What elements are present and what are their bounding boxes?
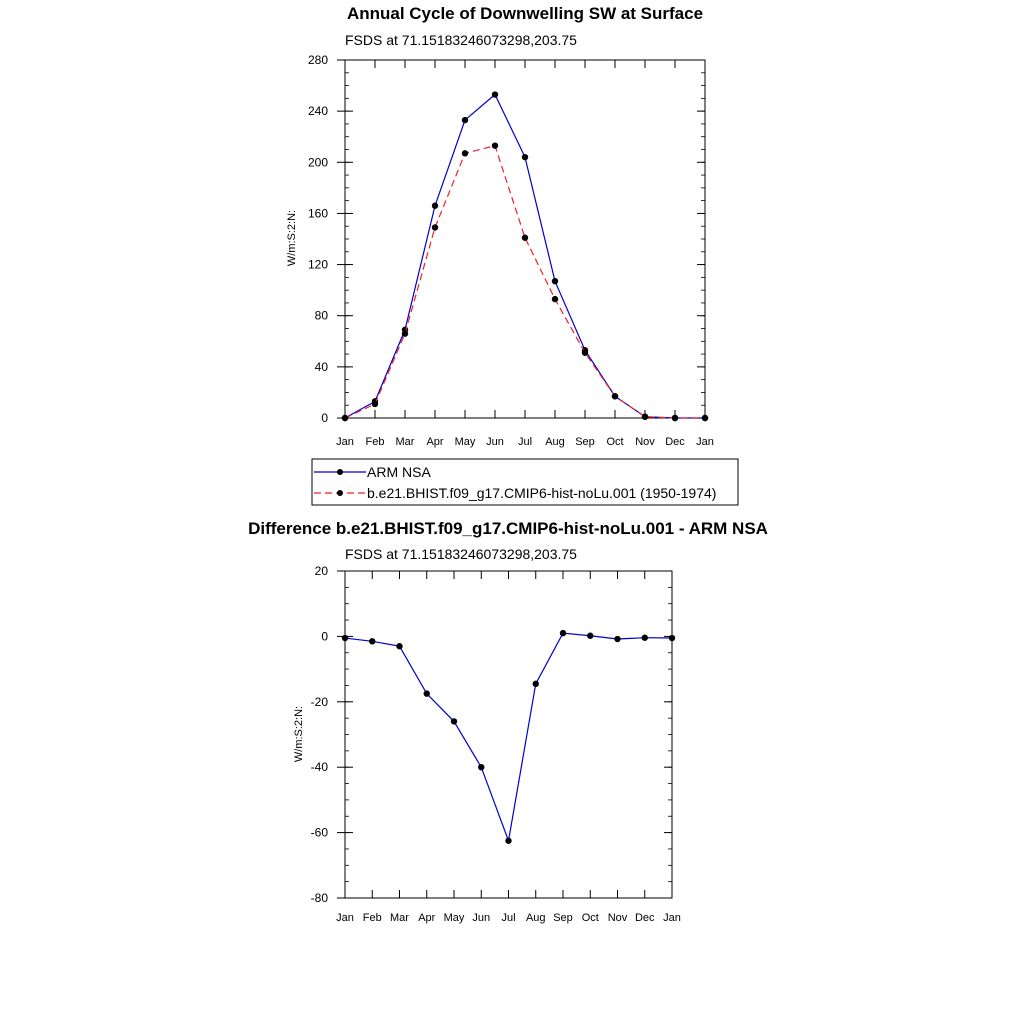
legend <box>312 459 738 505</box>
data-point <box>432 203 438 209</box>
data-point <box>505 838 511 844</box>
y-tick-label: 80 <box>314 308 328 323</box>
data-point <box>587 633 593 639</box>
x-tick-label: Jan <box>663 912 681 924</box>
series-line-0 <box>345 95 705 418</box>
x-tick-label: Jul <box>517 436 533 448</box>
x-tick-label: Nov <box>607 912 628 924</box>
y-tick-label: -20 <box>310 694 328 709</box>
x-tick-label: Oct <box>581 912 599 924</box>
x-tick-label: Dec <box>634 912 655 924</box>
chart-subtitle: FSDS at 71.15183246073298,203.75 <box>345 32 577 48</box>
y-tick-label: 0 <box>321 411 328 425</box>
x-tick-label: Jan <box>336 912 354 924</box>
legend-marker-model <box>337 490 343 496</box>
y-tick-label: -60 <box>310 825 328 840</box>
data-point <box>478 764 484 770</box>
data-point <box>669 635 675 641</box>
y-tick-label: 200 <box>307 155 328 170</box>
data-point <box>432 224 438 230</box>
y-tick-labels <box>308 53 328 425</box>
data-point <box>396 643 402 649</box>
y-tick-labels-2 <box>311 564 329 905</box>
x-tick-label: May <box>454 436 476 448</box>
legend-label-arm-nsa: ARM NSA <box>367 464 431 480</box>
difference-panel <box>248 519 768 924</box>
x-tick-label: Mar <box>395 436 415 448</box>
y-tick-label: 160 <box>307 206 328 221</box>
y-axis-label-2: W/m:S:2:N: <box>293 705 305 763</box>
y-tick-label: -80 <box>310 891 328 905</box>
data-point <box>560 630 566 636</box>
x-tick-label: Feb <box>365 436 385 448</box>
data-point <box>424 690 430 696</box>
data-point <box>462 150 468 156</box>
data-point <box>402 330 408 336</box>
y-tick-label: 40 <box>314 359 328 374</box>
data-point <box>533 681 539 687</box>
x-tick-label: Jan <box>696 436 714 448</box>
y-tick-label: 120 <box>307 257 328 272</box>
data-point <box>522 154 528 160</box>
data-point <box>702 415 708 421</box>
data-point <box>342 415 348 421</box>
data-point <box>642 414 648 420</box>
x-tick-label: Mar <box>390 912 409 924</box>
data-point <box>369 638 375 644</box>
x-tick-label: Apr <box>418 912 436 924</box>
data-point <box>462 117 468 123</box>
x-tick-labels-2 <box>336 912 681 924</box>
tick-marks-2 <box>337 571 672 898</box>
x-tick-label: May <box>443 912 465 924</box>
plot-frame-2 <box>345 571 672 898</box>
data-point <box>451 718 457 724</box>
y-axis-label: W/m:S:2:N: <box>286 209 298 267</box>
chart-title: Annual Cycle of Downwelling SW at Surface <box>346 4 704 23</box>
data-point <box>552 296 558 302</box>
data-point <box>492 91 498 97</box>
annual-cycle-panel <box>286 4 738 505</box>
x-tick-label: Apr <box>426 436 444 448</box>
x-tick-label: Nov <box>635 436 655 448</box>
legend-marker-arm-nsa <box>337 469 343 475</box>
data-point <box>582 350 588 356</box>
x-tick-label: Oct <box>606 436 624 448</box>
data-point <box>552 278 558 284</box>
x-tick-label: Aug <box>545 436 565 448</box>
series-line-0 <box>345 633 672 841</box>
data-point <box>614 636 620 642</box>
x-tick-label: Jun <box>472 912 491 924</box>
x-tick-label: Sep <box>553 912 573 924</box>
data-point <box>372 401 378 407</box>
y-tick-label: 0 <box>321 629 328 644</box>
x-tick-labels <box>336 436 714 448</box>
data-point <box>522 235 528 241</box>
data-point <box>642 635 648 641</box>
x-tick-label: Jul <box>501 912 516 924</box>
x-tick-label: Aug <box>525 912 546 924</box>
x-tick-label: Feb <box>362 912 382 924</box>
y-tick-label: 280 <box>307 53 328 67</box>
series-group-2 <box>342 630 675 844</box>
data-point <box>612 393 618 399</box>
x-tick-label: Jan <box>336 436 354 448</box>
y-tick-label: 240 <box>307 104 328 119</box>
series-line-1 <box>345 146 705 418</box>
data-point <box>342 635 348 641</box>
legend-label-model: b.e21.BHIST.f09_g17.CMIP6-hist-noLu.001 (1950-1974) <box>367 485 717 501</box>
x-tick-label: Jun <box>486 436 504 448</box>
chart-title-2: Difference b.e21.BHIST.f09_g17.CMIP6-hist-noLu.001 - ARM NSA <box>248 519 768 538</box>
y-tick-label: 20 <box>314 564 328 578</box>
data-point <box>672 415 678 421</box>
chart-subtitle-2: FSDS at 71.15183246073298,203.75 <box>345 546 577 562</box>
x-tick-label: Sep <box>575 436 595 448</box>
data-point <box>492 142 498 148</box>
tick-marks <box>337 60 705 418</box>
x-tick-label: Dec <box>665 436 685 448</box>
series-group <box>342 91 708 421</box>
y-tick-label: -40 <box>310 760 328 775</box>
